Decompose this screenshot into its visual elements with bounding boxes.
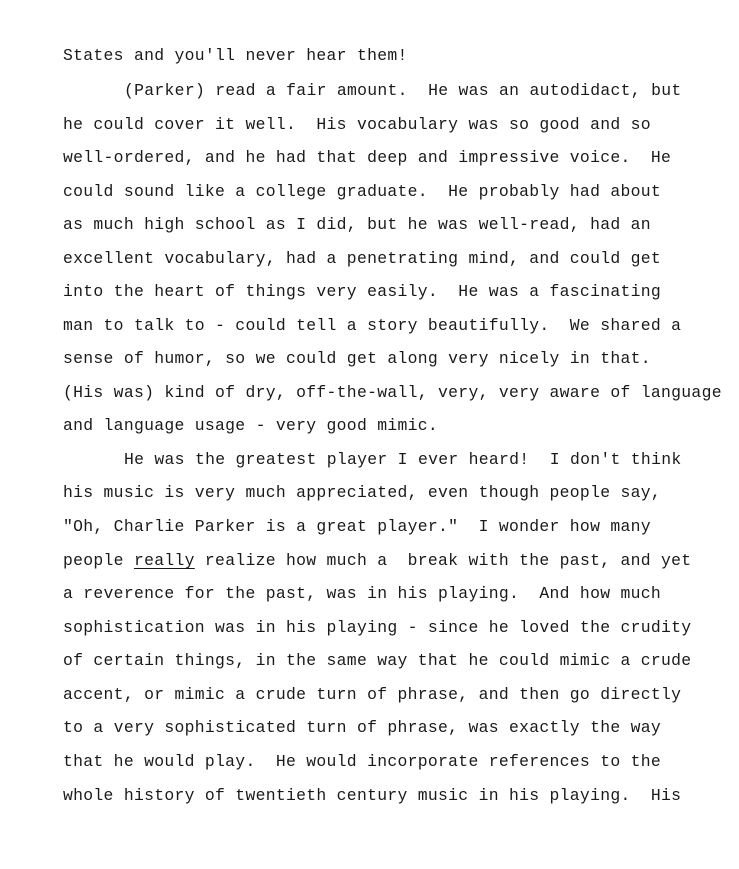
text-segment: realize how much a break with the past, and yet: [194, 551, 692, 570]
text-line: and language usage - very good mimic.: [63, 416, 439, 435]
text-line: sense of humor, so we could get along very nicely in that.: [63, 349, 651, 368]
text-line: could sound like a college graduate. He probably had about: [63, 182, 662, 201]
text-line: [63, 551, 691, 571]
text-line: sophistication was in his playing - since he loved the crudity: [63, 618, 692, 637]
text-line: accent, or mimic a crude turn of phrase, and then go directly: [63, 685, 682, 704]
text-line: as much high school as I did, but he was well-read, had an: [63, 215, 651, 234]
text-line: into the heart of things very easily. He was a fascinating: [63, 282, 662, 301]
underlined-word: really: [133, 551, 195, 570]
text-line: his music is very much appreciated, even though people say,: [63, 483, 662, 502]
text-line: whole history of twentieth century music in his playing. His: [63, 786, 682, 805]
text-line: to a very sophisticated turn of phrase, was exactly the way: [63, 718, 662, 737]
text-line: (Parker) read a fair amount. He was an autodidact, but: [124, 81, 682, 100]
text-line: man to talk to - could tell a story beautifully. We shared a: [63, 316, 682, 335]
text-line: excellent vocabulary, had a penetrating mind, and could get: [63, 249, 662, 268]
text-line: that he would play. He would incorporate references to the: [63, 752, 662, 771]
text-segment: people: [63, 551, 134, 570]
text-line: well-ordered, and he had that deep and impressive voice. He: [63, 148, 672, 167]
text-line: (His was) kind of dry, off-the-wall, very, very aware of language: [63, 383, 722, 402]
text-line: States and you'll never hear them!: [63, 46, 408, 65]
text-line: of certain things, in the same way that he could mimic a crude: [63, 651, 692, 670]
text-line: a reverence for the past, was in his playing. And how much: [63, 584, 662, 603]
text-line: He was the greatest player I ever heard! I don't think: [124, 450, 682, 469]
text-line: he could cover it well. His vocabulary was so good and so: [63, 115, 651, 134]
text-line: "Oh, Charlie Parker is a great player." I wonder how many: [63, 517, 651, 536]
